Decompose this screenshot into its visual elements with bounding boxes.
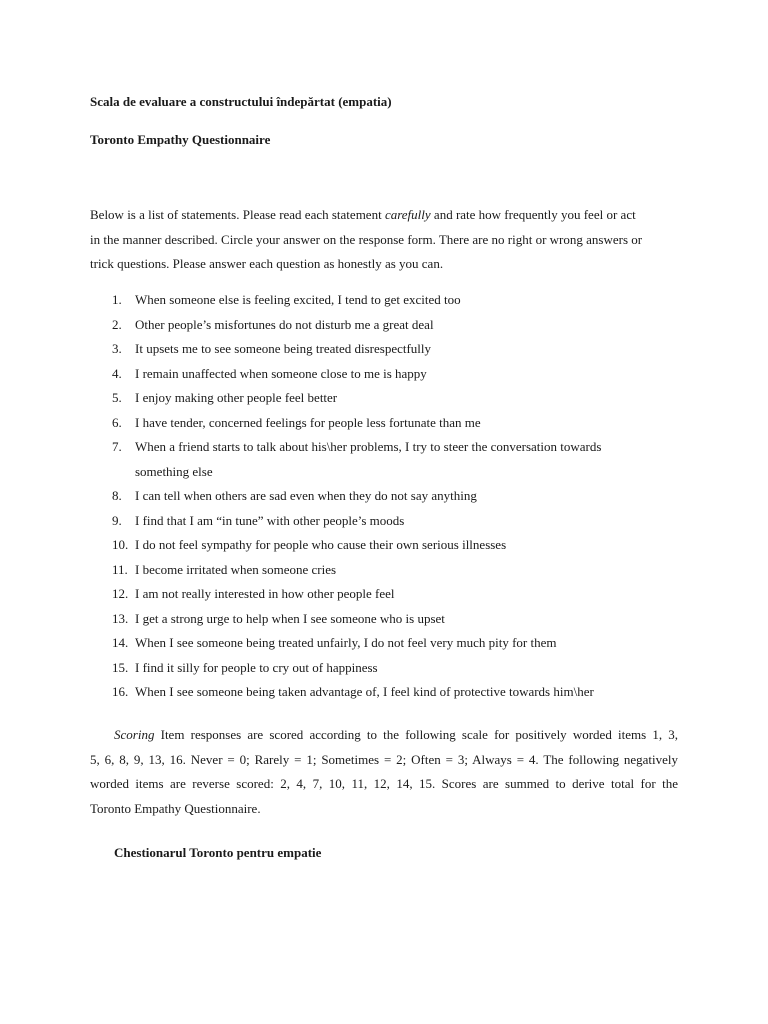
scoring-line-2: 5, 6, 8, 9, 13, 16. Never = 0; Rarely = 1; Sometimes = 2; Often = 3; Always = 4. The following negatively xyxy=(90,751,678,767)
list-item xyxy=(0,582,768,607)
item-number: 5. xyxy=(112,390,122,405)
item-text: Other people’s misfortunes do not disturb me a great deal xyxy=(135,316,434,332)
item-text: I enjoy making other people feel better xyxy=(135,390,338,405)
list-item xyxy=(0,680,768,705)
item-text: I become irritated when someone cries xyxy=(135,561,337,577)
item-text: I do not feel sympathy for people who cause their own serious illnesses xyxy=(135,537,507,552)
intro-line-3: trick questions. Please answer each question as honestly as you can. xyxy=(90,256,444,271)
item-text: I find that I am “in tune” with other people’s moods xyxy=(135,512,405,528)
item-number: 8. xyxy=(112,488,122,503)
item-number: 16. xyxy=(112,684,129,699)
list-item xyxy=(0,411,768,436)
list-item xyxy=(0,656,768,681)
item-text: When someone else is feeling excited, I tend to get excited too xyxy=(135,292,461,307)
item-text: I can tell when others are sad even when they do not say anything xyxy=(135,488,477,503)
heading-romanian-questionnaire: Chestionarul Toronto pentru empatie xyxy=(114,845,322,860)
list-item xyxy=(0,288,768,313)
item-text: When I see someone being taken advantage of, I feel kind of protective towards him\her xyxy=(135,684,594,699)
list-item xyxy=(0,631,768,656)
item-text: I have tender, concerned feelings for people less fortunate than me xyxy=(135,414,481,430)
item-number: 11. xyxy=(112,561,128,577)
intro-paragraph xyxy=(90,203,678,277)
intro-line-2: in the manner described. Circle your answer on the response form. There are no right or wrong answers or xyxy=(90,231,643,247)
list-item xyxy=(0,362,768,387)
list-item xyxy=(0,509,768,534)
list-item xyxy=(0,558,768,583)
scoring-line-4: Toronto Empathy Questionnaire. xyxy=(90,800,261,816)
list-item xyxy=(0,435,768,484)
item-number: 15. xyxy=(112,659,129,675)
item-number: 2. xyxy=(112,316,122,332)
item-number: 3. xyxy=(112,341,122,356)
item-text: I remain unaffected when someone close to me is happy xyxy=(135,365,427,381)
intro-line-1: Below is a list of statements. Please read each statement carefully and rate how frequently you feel or act xyxy=(90,207,636,222)
item-text: When I see someone being treated unfairly, I do not feel very much pity for them xyxy=(135,635,557,650)
item-text: When a friend starts to talk about his\her problems, I try to steer the conversation towards something else xyxy=(135,439,602,479)
heading-questionnaire-title: Toronto Empathy Questionnaire xyxy=(90,132,271,147)
list-item xyxy=(0,386,768,411)
item-number: 10. xyxy=(112,537,129,552)
item-number: 9. xyxy=(112,512,122,528)
item-number: 13. xyxy=(112,610,129,626)
heading-romanian: Scala de evaluare a constructului îndepărtat (empatia) xyxy=(90,94,392,109)
item-text: I find it silly for people to cry out of happiness xyxy=(135,659,378,675)
item-text: I get a strong urge to help when I see someone who is upset xyxy=(135,610,445,626)
item-number: 14. xyxy=(112,635,129,650)
scoring-label: Scoring xyxy=(114,727,155,742)
item-number: 1. xyxy=(112,292,122,307)
emphasis-carefully: carefully xyxy=(384,207,431,222)
item-number: 6. xyxy=(112,414,122,430)
scoring-line-1: Scoring Item responses are scored according to the following scale for positively worded items 1, 3, xyxy=(114,727,678,742)
item-text: I am not really interested in how other people feel xyxy=(135,586,395,601)
scoring-paragraph xyxy=(90,723,678,821)
item-number: 7. xyxy=(112,439,122,454)
list-item xyxy=(0,337,768,362)
list-item xyxy=(0,484,768,509)
item-number: 4. xyxy=(112,365,122,381)
list-item xyxy=(0,313,768,338)
scoring-line-3: worded items are reverse scored: 2, 4, 7, 10, 11, 12, 14, 15. Scores are summed to derive total for the xyxy=(90,776,678,791)
item-text: It upsets me to see someone being treated disrespectfully xyxy=(135,341,432,356)
item-number: 12. xyxy=(112,586,129,601)
questionnaire-items-list xyxy=(0,288,768,705)
list-item xyxy=(0,607,768,632)
list-item xyxy=(0,533,768,558)
